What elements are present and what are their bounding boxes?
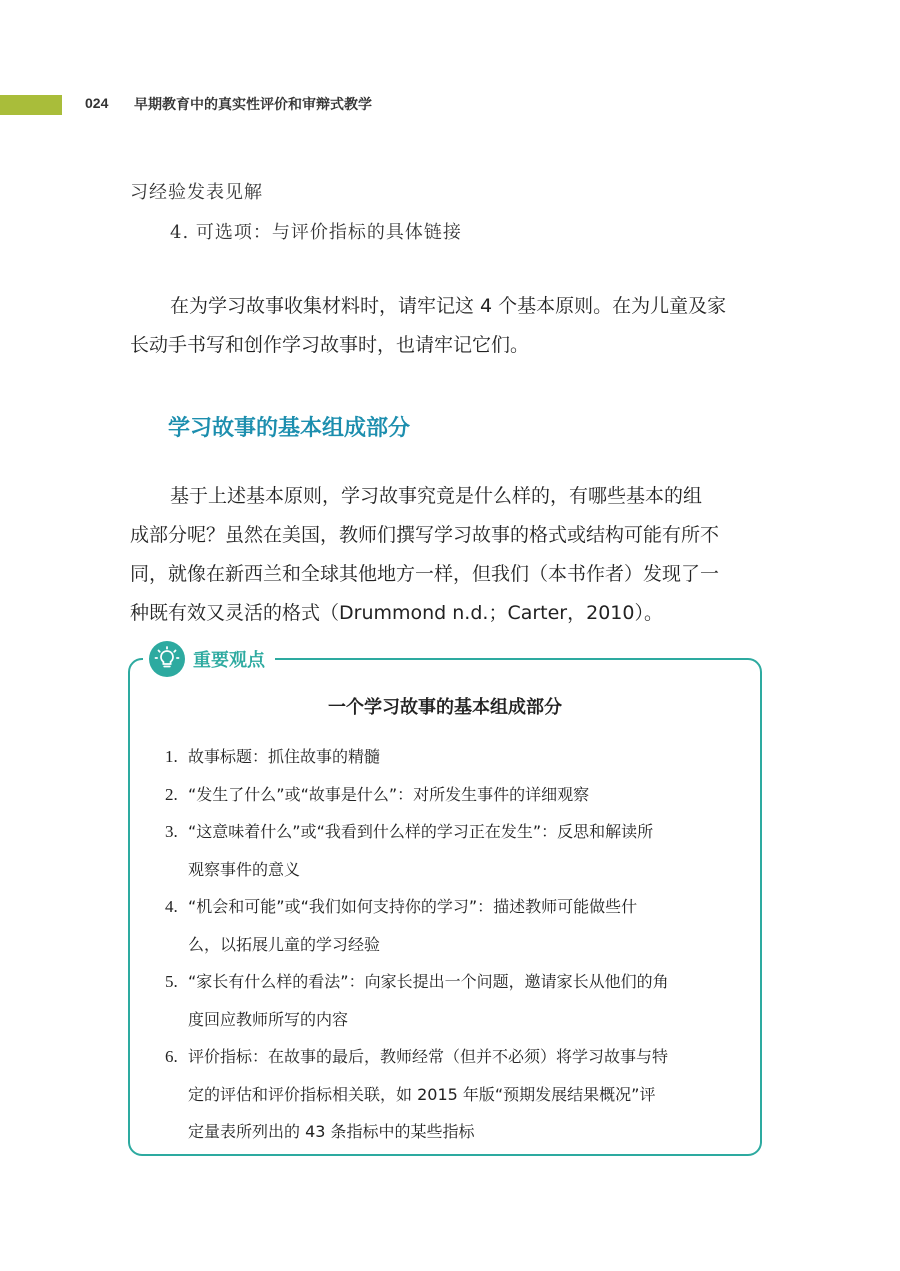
item-number: 6. — [165, 1047, 178, 1066]
item-text-cont: 定量表所列出的 43 条指标中的某些指标 — [188, 1122, 475, 1141]
list-item — [165, 888, 745, 963]
continuation-line: 习经验发表见解 — [130, 182, 263, 203]
item-text-cont: 度回应教师所写的内容 — [188, 1009, 349, 1029]
key-point-badge — [143, 640, 275, 678]
paragraph-format — [130, 477, 765, 633]
components-list — [165, 738, 745, 1151]
lightbulb-icon — [149, 641, 185, 677]
header-accent-bar — [0, 95, 62, 115]
item-text: “机会和可能”或“我们如何支持你的学习”：描述教师可能做些什 — [188, 897, 638, 916]
paragraph-line: 长动手书写和创作学习故事时，也请牢记它们。 — [130, 334, 530, 356]
item-number: 5. — [165, 972, 178, 991]
list-item — [165, 813, 745, 888]
list-item — [165, 738, 745, 776]
item-number: 2. — [165, 784, 178, 804]
paragraph-line: 在为学习故事收集材料时，请牢记这 4 个基本原则。在为儿童及家 — [170, 295, 727, 317]
list-item — [165, 776, 745, 814]
list-item-4-optional: 4. 可选项：与评价指标的具体链接 — [170, 222, 462, 243]
item-text-cont: 么，以拓展儿童的学习经验 — [188, 934, 381, 954]
item-number: 1. — [165, 747, 178, 766]
item-text: “家长有什么样的看法”：向家长提出一个问题，邀请家长从他们的角 — [188, 972, 669, 991]
item-text: 评价指标：在故事的最后，教师经常（但并不必须）将学习故事与特 — [188, 1047, 669, 1066]
key-box-title: 一个学习故事的基本组成部分 — [328, 697, 562, 718]
item-number: 3. — [165, 822, 178, 841]
paragraph-principles — [130, 287, 765, 365]
item-text: “这意味着什么”或“我看到什么样的学习正在发生”：反思和解读所 — [188, 822, 654, 841]
running-title: 早期教育中的真实性评价和审辩式教学 — [134, 97, 372, 113]
page-number: 024 — [85, 95, 109, 111]
item-number: 4. — [165, 897, 178, 916]
item-text-cont: 观察事件的意义 — [188, 859, 301, 879]
list-item — [165, 963, 745, 1038]
paragraph-line: 种既有效又灵活的格式（Drummond n.d.；Carter，2010）。 — [130, 602, 663, 624]
paragraph-line: 基于上述基本原则，学习故事究竟是什么样的，有哪些基本的组 — [170, 485, 703, 507]
paragraph-line: 成部分呢？虽然在美国，教师们撰写学习故事的格式或结构可能有所不 — [130, 524, 720, 546]
list-item — [165, 1038, 745, 1151]
item-text: “发生了什么”或“故事是什么”：对所发生事件的详细观察 — [188, 784, 590, 804]
paragraph-line: 同，就像在新西兰和全球其他地方一样，但我们（本书作者）发现了一 — [130, 563, 720, 585]
item-text: 故事标题：抓住故事的精髓 — [188, 747, 381, 766]
item-text-cont: 定的评估和评价指标相关联，如 2015 年版“预期发展结果概况”评 — [188, 1084, 656, 1104]
section-heading: 学习故事的基本组成部分 — [168, 416, 411, 441]
key-point-badge-label: 重要观点 — [193, 650, 265, 671]
